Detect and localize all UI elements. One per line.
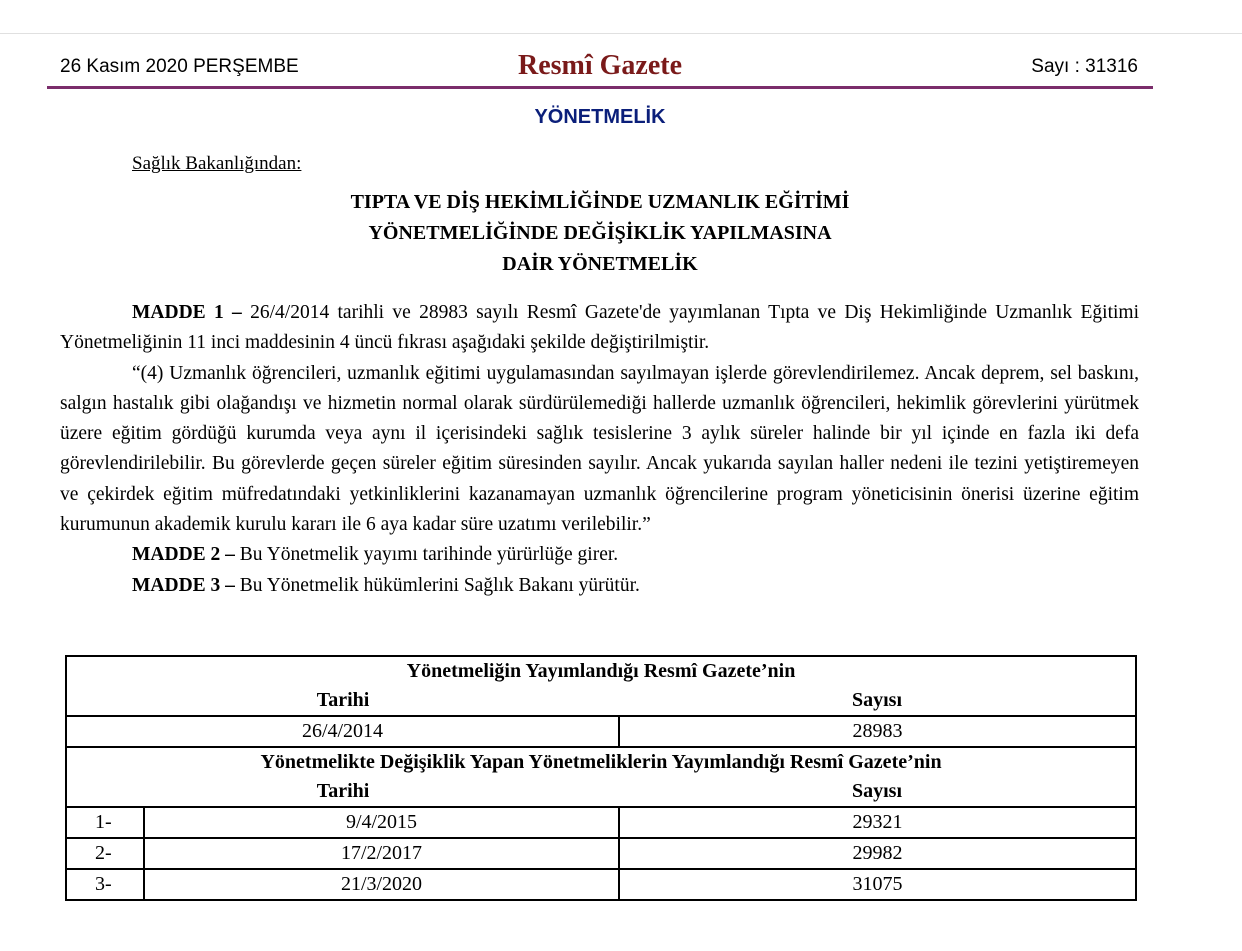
table-row xyxy=(66,716,1136,747)
article-2-label: MADDE 2 – xyxy=(132,544,235,566)
amendment-index: 2- xyxy=(66,838,144,869)
article-2 xyxy=(60,540,1139,570)
section-heading: YÖNETMELİK xyxy=(534,106,666,128)
table-row xyxy=(66,807,1136,838)
regulation-body xyxy=(60,298,1139,601)
regulation-title xyxy=(0,187,1200,280)
original-date: 26/4/2014 xyxy=(66,716,619,747)
gazette-date: 26 Kasım 2020 PERŞEMBE xyxy=(60,56,299,77)
gazette-title: Resmî Gazete xyxy=(517,50,683,81)
amendment-index: 3- xyxy=(66,869,144,900)
regulation-title-line-1: TIPTA VE DİŞ HEKİMLİĞİNDE UZMANLIK EĞİTİMİ xyxy=(350,191,850,213)
publication-history-table xyxy=(65,655,1137,901)
article-1-quote: “(4) Uzmanlık öğrencileri, uzmanlık eğitimi uygulamasından sayılmayan işlerde görevlendirilemez. Ancak deprem, sel baskını, salgın hastalık gibi olağandışı ve hizmetin normal olarak sürdürülemediği hallerde uzmanlık öğrencileri, hekimlik görevlerini yürütmek üzere eğitim gördüğü kurumda veya aynı il içerisindeki sağlık tesislerine 3 aylık süreler halinde bir yıl içinde en fazla iki defa görevlendirilebilir. Bu görevlerde geçen süreler eğitim süresinden sayılır. Ancak yukarıda sayılan haller nedeni ile tezini yetiştiremeyen ve çekirdek eğitim müfredatındaki yetkinliklerini kazanamayan uzmanlık öğrencilerine program yöneticisinin önerisi üzerine eğitim kurumunun akademik kurulu kararı ile 6 aya kadar süre uzatımı verilebilir.” xyxy=(60,362,1139,536)
original-number: 28983 xyxy=(619,716,1136,747)
gazette-issue-number: Sayı : 31316 xyxy=(1031,56,1138,77)
top-divider xyxy=(0,33,1242,34)
table-row xyxy=(66,869,1136,900)
amendment-date: 21/3/2020 xyxy=(144,869,619,900)
table-row xyxy=(66,838,1136,869)
amendment-number: 31075 xyxy=(619,869,1136,900)
amendment-date: 17/2/2017 xyxy=(144,838,619,869)
table-heading-original: Yönetmeliğin Yayımlandığı Resmî Gazete’nin xyxy=(66,656,1136,686)
column-header-date: Tarihi xyxy=(66,777,619,807)
ministry-name: Sağlık Bakanlığından: xyxy=(132,153,302,174)
column-header-number: Sayısı xyxy=(619,777,1136,807)
article-1 xyxy=(60,298,1139,359)
regulation-title-line-3: DAİR YÖNETMELİK xyxy=(502,253,698,275)
header-rule xyxy=(47,86,1153,89)
article-3-label: MADDE 3 – xyxy=(132,574,235,596)
column-header-number: Sayısı xyxy=(619,686,1136,716)
amendment-index: 1- xyxy=(66,807,144,838)
column-header-date: Tarihi xyxy=(66,686,619,716)
amendment-number: 29321 xyxy=(619,807,1136,838)
regulation-title-line-2: YÖNETMELİĞİNDE DEĞİŞİKLİK YAPILMASINA xyxy=(368,222,832,244)
amendment-date: 9/4/2015 xyxy=(144,807,619,838)
article-2-text: Bu Yönetmelik yayımı tarihinde yürürlüğe girer. xyxy=(234,544,619,566)
article-3 xyxy=(60,571,1139,601)
table-heading-amendments: Yönetmelikte Değişiklik Yapan Yönetmeliklerin Yayımlandığı Resmî Gazete’nin xyxy=(66,747,1136,777)
article-1-label: MADDE 1 – xyxy=(132,302,242,323)
amendment-number: 29982 xyxy=(619,838,1136,869)
article-3-text: Bu Yönetmelik hükümlerini Sağlık Bakanı yürütür. xyxy=(234,574,640,596)
article-1-text: 26/4/2014 tarihli ve 28983 sayılı Resmî Gazete'de yayımlanan Tıpta ve Diş Hekimliğinde Uzmanlık Eğitimi Yönetmeliğinin 11 inci maddesinin 4 üncü fıkrası aşağıdaki şekilde değiştirilmiştir. xyxy=(60,302,1139,354)
